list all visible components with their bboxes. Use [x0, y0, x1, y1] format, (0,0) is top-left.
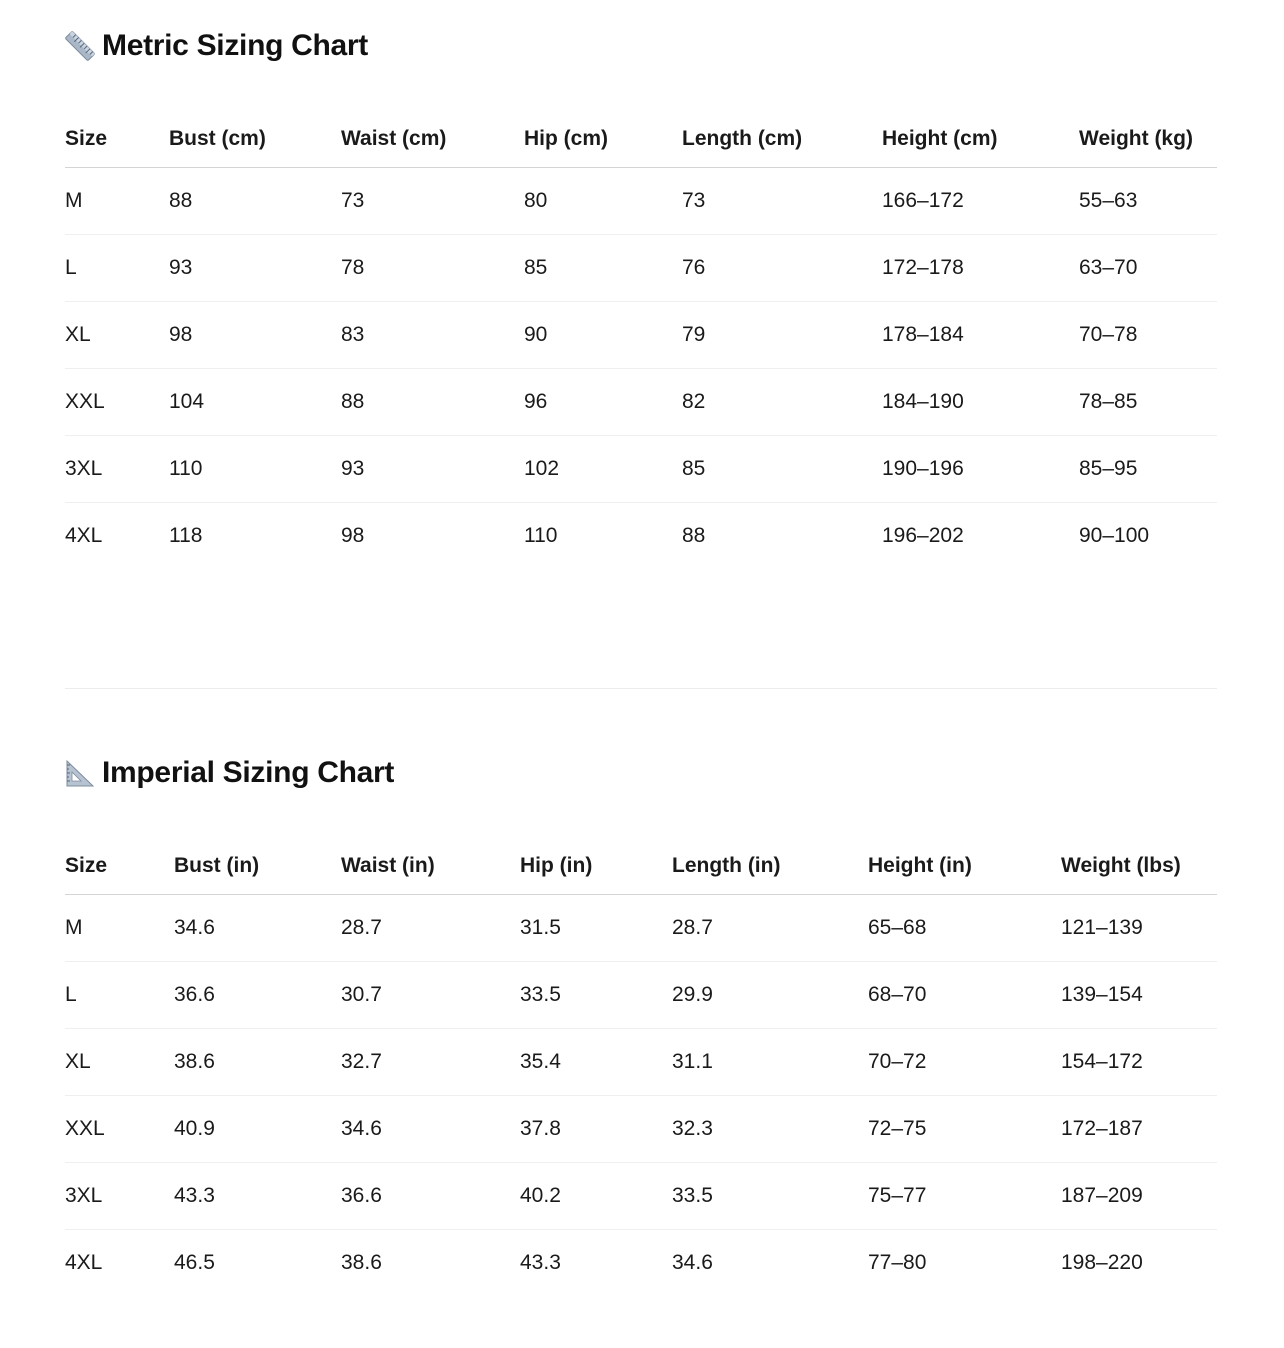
table-cell: 80: [524, 168, 682, 235]
table-cell: 110: [524, 524, 558, 547]
column-header-length: Length (cm): [682, 110, 882, 168]
table-cell: 78: [341, 235, 524, 302]
table-row: [65, 302, 1217, 369]
table-cell: 178–184: [882, 302, 1079, 369]
table-cell: 187–209: [1061, 1163, 1217, 1230]
table-cell: 196–202: [882, 524, 964, 547]
table-cell: 36.6: [174, 962, 341, 1029]
table-cell: 43.3: [520, 1251, 561, 1274]
table-cell: 36.6: [341, 1163, 520, 1230]
table-cell: XL: [65, 1029, 174, 1096]
table-cell: 68–70: [868, 962, 1061, 1029]
table-cell: 33.5: [672, 1163, 868, 1230]
table-cell: 70–72: [868, 1029, 1061, 1096]
table-cell: 88: [682, 524, 706, 547]
table-cell: 76: [682, 235, 882, 302]
column-header-height: Height (cm): [882, 110, 1079, 168]
table-cell: 166–172: [882, 168, 1079, 235]
table-row: [65, 1096, 1217, 1163]
table-row: [65, 1230, 1217, 1297]
table-cell: XL: [65, 302, 169, 369]
table-cell: 31.5: [520, 895, 672, 962]
column-header-size: Size: [65, 837, 174, 895]
table-cell: 88: [341, 369, 524, 436]
table-cell: 43.3: [174, 1163, 341, 1230]
column-header-height: Height (in): [868, 837, 1061, 895]
table-cell: 32.7: [341, 1029, 520, 1096]
imperial-size-table: [65, 837, 1217, 1296]
table-cell: 73: [341, 168, 524, 235]
column-header-weight: Weight (lbs): [1061, 837, 1217, 895]
column-header-waist: Waist (in): [341, 837, 520, 895]
table-cell: 184–190: [882, 369, 1079, 436]
table-cell: 38.6: [174, 1029, 341, 1096]
column-header-waist: Waist (cm): [341, 110, 524, 168]
table-cell: 34.6: [174, 895, 341, 962]
table-cell: 82: [682, 369, 882, 436]
table-cell: 33.5: [520, 962, 672, 1029]
column-header-hip: Hip (cm): [524, 110, 682, 168]
table-cell: 85: [682, 436, 882, 503]
table-cell: 40.9: [174, 1096, 341, 1163]
table-header-row: [65, 837, 1217, 895]
table-cell: 121–139: [1061, 895, 1217, 962]
table-cell: 65–68: [868, 895, 1061, 962]
column-header-hip: Hip (in): [520, 837, 672, 895]
table-cell: M: [65, 895, 174, 962]
table-cell: 34.6: [672, 1251, 713, 1274]
table-cell: 154–172: [1061, 1029, 1217, 1096]
imperial-section: [65, 753, 1217, 1274]
table-cell: 63–70: [1079, 235, 1217, 302]
table-header-row: [65, 110, 1217, 168]
table-cell: 4XL: [65, 1251, 103, 1274]
table-cell: 198–220: [1061, 1251, 1143, 1274]
table-cell: L: [65, 235, 169, 302]
metric-title: [65, 26, 1217, 66]
table-cell: 88: [169, 168, 341, 235]
table-cell: 40.2: [520, 1163, 672, 1230]
table-cell: 31.1: [672, 1029, 868, 1096]
section-divider: [65, 688, 1217, 689]
table-row: [65, 1163, 1217, 1230]
table-cell: 96: [524, 369, 682, 436]
table-cell: 85–95: [1079, 436, 1217, 503]
table-row: [65, 503, 1217, 570]
table-cell: 102: [524, 436, 682, 503]
table-cell: 4XL: [65, 524, 103, 547]
table-cell: 104: [169, 369, 341, 436]
table-cell: 38.6: [341, 1251, 382, 1274]
table-cell: 172–178: [882, 235, 1079, 302]
column-header-size: Size: [65, 110, 169, 168]
table-cell: 90: [524, 302, 682, 369]
table-cell: 98: [341, 524, 365, 547]
ruler-icon: [65, 31, 95, 61]
table-cell: 93: [341, 436, 524, 503]
table-cell: XXL: [65, 369, 169, 436]
table-cell: 3XL: [65, 436, 169, 503]
table-cell: 85: [524, 235, 682, 302]
table-cell: 190–196: [882, 436, 1079, 503]
table-cell: 77–80: [868, 1251, 927, 1274]
table-cell: 79: [682, 302, 882, 369]
table-row: [65, 436, 1217, 503]
table-cell: 29.9: [672, 962, 868, 1029]
table-cell: 73: [682, 168, 882, 235]
imperial-title: [65, 753, 1217, 793]
table-cell: L: [65, 962, 174, 1029]
table-cell: 118: [169, 524, 203, 547]
column-header-bust: Bust (in): [174, 837, 341, 895]
metric-title-text: Metric Sizing Chart: [102, 29, 368, 62]
table-cell: 98: [169, 302, 341, 369]
table-row: [65, 369, 1217, 436]
column-header-bust: Bust (cm): [169, 110, 341, 168]
table-cell: 90–100: [1079, 524, 1150, 547]
table-cell: 37.8: [520, 1096, 672, 1163]
table-cell: 83: [341, 302, 524, 369]
table-cell: 28.7: [341, 895, 520, 962]
table-cell: 75–77: [868, 1163, 1061, 1230]
table-cell: 93: [169, 235, 341, 302]
table-row: [65, 962, 1217, 1029]
column-header-length: Length (in): [672, 837, 868, 895]
metric-size-table: [65, 110, 1217, 569]
metric-section: [65, 26, 1217, 547]
table-row: [65, 1029, 1217, 1096]
table-cell: 46.5: [174, 1251, 215, 1274]
table-cell: 3XL: [65, 1163, 174, 1230]
table-cell: 30.7: [341, 962, 520, 1029]
triangular-ruler-icon: [65, 758, 95, 788]
table-cell: 55–63: [1079, 168, 1217, 235]
table-row: [65, 235, 1217, 302]
column-header-weight: Weight (kg): [1079, 110, 1217, 168]
table-cell: 70–78: [1079, 302, 1217, 369]
imperial-title-text: Imperial Sizing Chart: [102, 756, 395, 789]
table-cell: 35.4: [520, 1029, 672, 1096]
table-cell: 110: [169, 436, 341, 503]
table-row: [65, 168, 1217, 235]
table-cell: M: [65, 168, 169, 235]
table-cell: 139–154: [1061, 962, 1217, 1029]
table-row: [65, 895, 1217, 962]
table-cell: 34.6: [341, 1096, 520, 1163]
table-cell: 32.3: [672, 1096, 868, 1163]
table-cell: 172–187: [1061, 1096, 1217, 1163]
table-cell: 72–75: [868, 1096, 1061, 1163]
table-cell: 28.7: [672, 895, 868, 962]
table-cell: XXL: [65, 1096, 174, 1163]
table-cell: 78–85: [1079, 369, 1217, 436]
